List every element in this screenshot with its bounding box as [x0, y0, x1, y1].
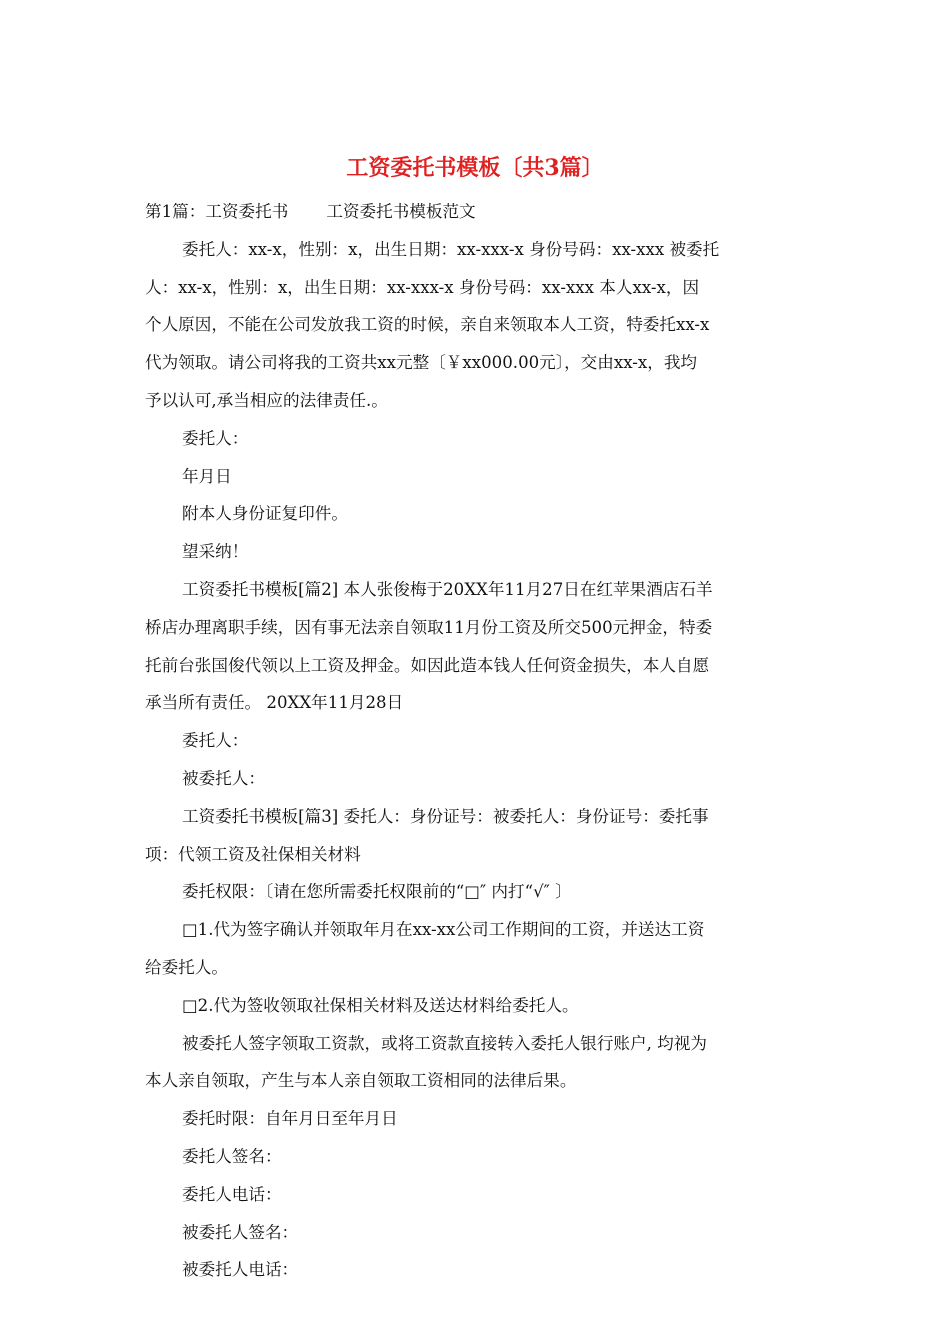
text-line: □2.代为签收领取社保相关材料及送达材料给委托人。 — [182, 995, 579, 1015]
heading-part-1: 第1篇：工资委托书 — [145, 202, 289, 221]
text-line: 承当所有责任。 20XX年11月28日 — [145, 693, 404, 713]
text-line: 予以认可,承当相应的法律责任.。 — [145, 390, 388, 410]
text-line: 委托人电话： — [182, 1184, 282, 1204]
text-line: 被委托人签名： — [182, 1222, 299, 1242]
text-line: 附本人身份证复印件。 — [182, 504, 348, 524]
document-body — [145, 193, 805, 1289]
text-line: 人：xx-x，性别：x，出生日期：xx-xxx-x 身份号码：xx-xxx 本人xx-x，因 — [145, 277, 700, 297]
text-line: 委托人： — [182, 428, 249, 448]
text-line: 年月日 — [182, 466, 232, 486]
text-line: 被委托人电话： — [182, 1260, 299, 1280]
text-line: 给委托人。 — [145, 957, 228, 977]
text-line: 委托时限：自年月日至年月日 — [182, 1109, 398, 1129]
text-line: 个人原因，不能在公司发放我工资的时候，亲自来领取本人工资，特委托xx-x — [145, 315, 710, 335]
text-line: 委托人：xx-x，性别：x，出生日期：xx-xxx-x 身份号码：xx-xxx 被委托 — [182, 239, 720, 259]
text-line: 被委托人签字领取工资款，或将工资款直接转入委托人银行账户, 均视为 — [182, 1033, 707, 1053]
text-line: 托前台张国俊代领以上工资及押金。如因此造本钱人任何资金损失，本人自愿 — [145, 655, 710, 675]
text-line: 代为领取。请公司将我的工资共xx元整〔￥xx000.00元〕，交由xx-x，我均 — [145, 353, 698, 373]
document-title: 工资委托书模板〔共3篇〕 — [346, 155, 604, 181]
text-line: 工资委托书模板[篇2] 本人张俊梅于20XX年11月27日在红苹果酒店石羊 — [182, 579, 713, 599]
text-line: 桥店办理离职手续，因有事无法亲自领取11月份工资及所交500元押金，特委 — [145, 617, 713, 637]
text-line: 委托人： — [182, 731, 249, 751]
text-line: 本人亲自领取，产生与本人亲自领取工资相同的法律后果。 — [145, 1071, 577, 1091]
heading-part-2: 工资委托书模板范文 — [326, 202, 476, 221]
text-line: □1.代为签字确认并领取年月在xx-xx公司工作期间的工资，并送达工资 — [182, 920, 705, 940]
text-line: 项：代领工资及社保相关材料 — [145, 844, 361, 864]
text-line: 委托人签名： — [182, 1146, 282, 1166]
text-line: 被委托人： — [182, 768, 265, 788]
text-line: 望采纳！ — [182, 542, 249, 562]
text-line: 工资委托书模板[篇3] 委托人：身份证号：被委托人：身份证号：委托事 — [182, 806, 709, 826]
text-line: 委托权限：〔请在您所需委托权限前的“□″ 内打“√″ 〕 — [182, 882, 572, 902]
section-heading — [145, 193, 805, 231]
paragraph-lines — [145, 231, 805, 1289]
